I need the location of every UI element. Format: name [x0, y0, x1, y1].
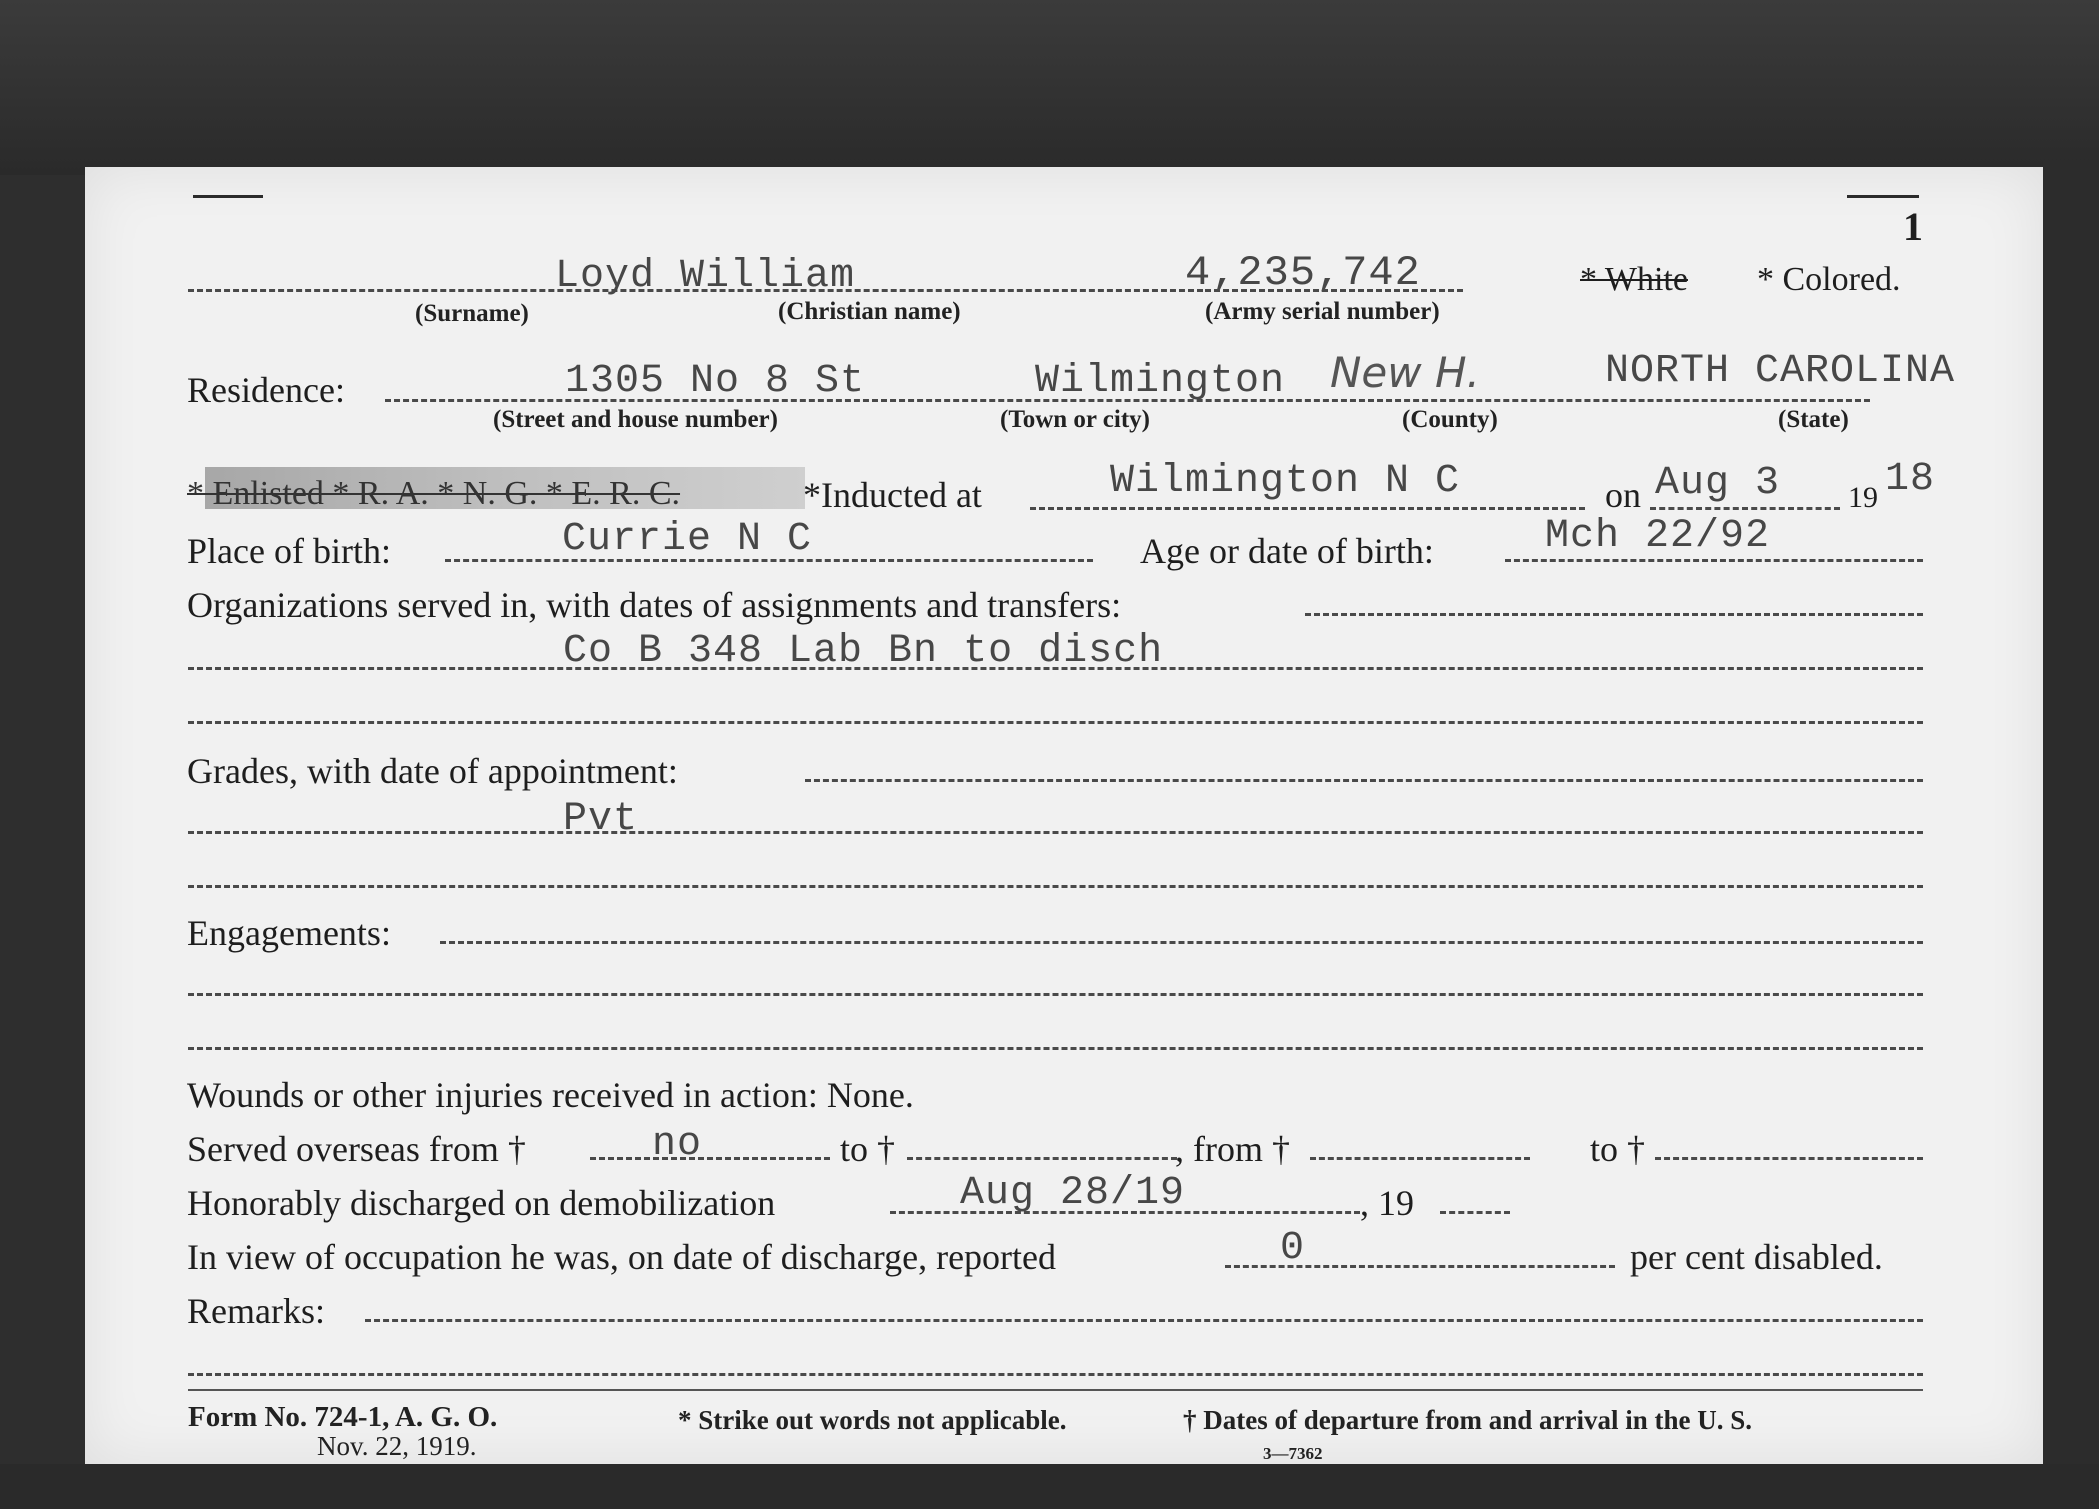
remarks-line-2 — [188, 1373, 1923, 1376]
age-label: Age or date of birth: — [1140, 531, 1434, 571]
strike-out-note: * Strike out words not applicable. — [678, 1405, 1067, 1435]
discharge-label: Honorably discharged on demobilization — [187, 1183, 776, 1223]
organizations-line-1 — [1305, 613, 1923, 616]
discharge-year-line — [1440, 1211, 1510, 1214]
remarks-label: Remarks: — [187, 1291, 325, 1331]
surname-value: Loyd William — [555, 254, 856, 299]
service-record-card — [85, 167, 2043, 1464]
page-number: 1 — [1903, 204, 1923, 249]
organizations-line-3 — [188, 721, 1923, 724]
inducted-line — [1030, 507, 1585, 510]
overseas-to2-label: to † — [1590, 1129, 1646, 1169]
overseas-to-line — [907, 1157, 1177, 1160]
county-caption: (County) — [1402, 406, 1498, 433]
induction-year-value: 18 — [1885, 457, 1936, 502]
overseas-from-label: Served overseas from † — [187, 1129, 526, 1169]
wounds-label: Wounds or other injuries received in action: None. — [187, 1075, 914, 1115]
race-colored: * Colored. — [1757, 261, 1901, 298]
scan-background-top — [0, 0, 2099, 175]
disability-label: In view of occupation he was, on date of discharge, reported — [187, 1237, 1057, 1277]
departure-arrival-note: † Dates of departure from and arrival in the U. S. — [1183, 1405, 1752, 1435]
street-value: 1305 No 8 St — [565, 359, 866, 404]
disability-value: 0 — [1280, 1226, 1306, 1271]
footer-divider — [188, 1389, 1923, 1391]
form-date: Nov. 22, 1919. — [317, 1431, 477, 1461]
place-of-birth-label: Place of birth: — [187, 531, 391, 571]
remarks-line-1 — [365, 1319, 1923, 1322]
date-line — [1650, 507, 1840, 510]
grades-line-2 — [188, 831, 1923, 834]
enlisted-options: * Enlisted * R. A. * N. G. * E. R. C. — [187, 475, 681, 512]
serial-line — [1205, 289, 1463, 292]
discharge-value: Aug 28/19 — [960, 1171, 1186, 1216]
scan-background-right — [2043, 160, 2099, 1509]
print-code: 3—7362 — [1263, 1444, 1323, 1463]
christian-name-caption: (Christian name) — [778, 298, 961, 325]
grades-value: Pvt — [563, 797, 639, 842]
induction-date-value: Aug 3 — [1655, 461, 1781, 506]
engagements-line-3 — [188, 1047, 1923, 1050]
year-prefix: 19 — [1848, 481, 1878, 514]
corner-mark-left — [193, 195, 263, 198]
county-value: New H. — [1330, 348, 1480, 397]
overseas-from-value: no — [652, 1122, 703, 1167]
scan-background-bottom — [0, 1464, 2099, 1509]
overseas-from2-label: , from † — [1175, 1129, 1290, 1169]
on-label: on — [1605, 475, 1641, 515]
inducted-value: Wilmington N C — [1110, 459, 1461, 504]
place-of-birth-value: Currie N C — [562, 517, 813, 562]
organizations-line-2 — [188, 667, 1923, 670]
overseas-to2-line — [1655, 1157, 1923, 1160]
organizations-value: Co B 348 Lab Bn to disch — [563, 629, 1164, 674]
residence-label: Residence: — [187, 370, 345, 410]
age-line — [1505, 559, 1923, 562]
overseas-to-label: to † — [840, 1129, 896, 1169]
serial-caption: (Army serial number) — [1205, 298, 1440, 325]
state-caption: (State) — [1778, 406, 1849, 433]
town-caption: (Town or city) — [1000, 406, 1150, 433]
inducted-label: *Inducted at — [803, 475, 982, 515]
disability-suffix: per cent disabled. — [1630, 1237, 1883, 1277]
race-white: * White — [1580, 261, 1688, 298]
age-value: Mch 22/92 — [1545, 514, 1771, 559]
state-value: NORTH CAROLINA — [1605, 349, 1956, 394]
grades-line-1 — [805, 779, 1923, 782]
surname-caption: (Surname) — [415, 300, 529, 327]
engagements-label: Engagements: — [187, 913, 391, 953]
form-number: Form No. 724-1, A. G. O. — [188, 1401, 498, 1433]
discharge-year-suffix: , 19 — [1360, 1183, 1414, 1223]
town-value: Wilmington — [1035, 359, 1286, 404]
engagements-line-1 — [440, 941, 1923, 944]
serial-value: 4,235,742 — [1185, 249, 1421, 297]
overseas-from-line — [590, 1157, 830, 1160]
overseas-from2-line — [1310, 1157, 1530, 1160]
grades-label: Grades, with date of appointment: — [187, 751, 678, 791]
grades-line-3 — [188, 885, 1923, 888]
organizations-label: Organizations served in, with dates of assignments and transfers: — [187, 585, 1122, 625]
engagements-line-2 — [188, 993, 1923, 996]
corner-mark-right — [1847, 195, 1919, 198]
street-caption: (Street and house number) — [493, 406, 778, 433]
